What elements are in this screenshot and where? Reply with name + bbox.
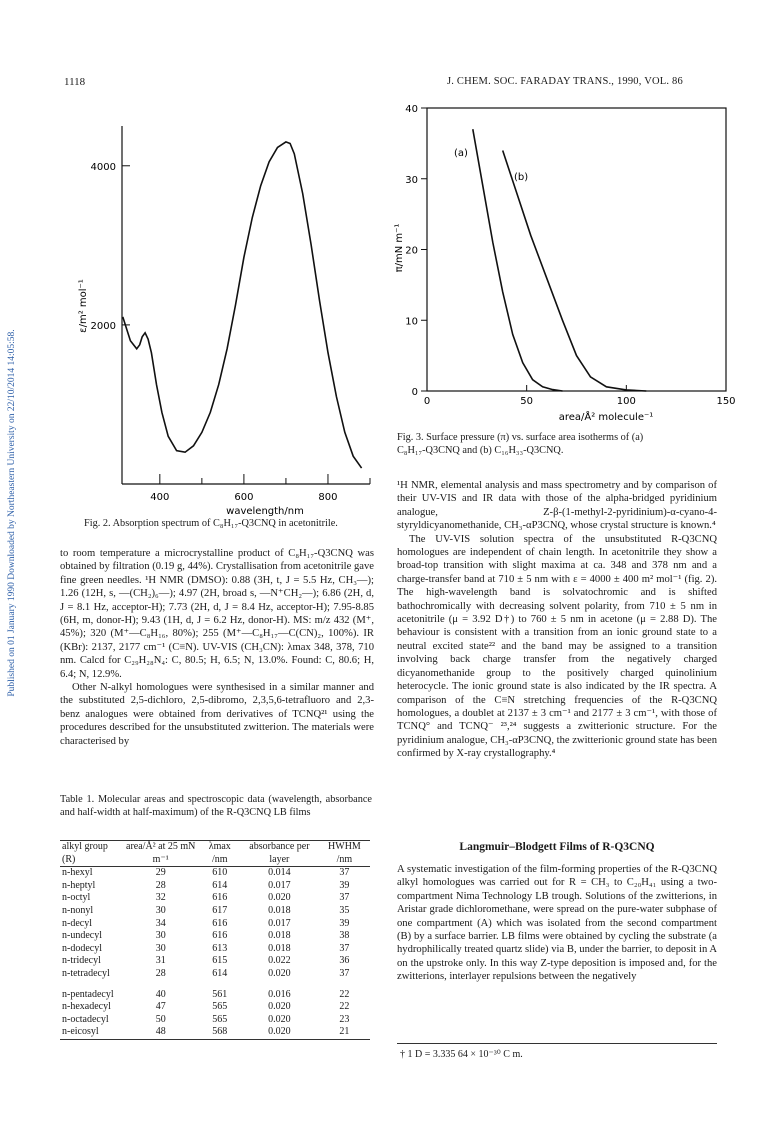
table-cell: 30: [155, 942, 166, 954]
left-column-text: [60, 547, 374, 748]
table-cell: 616: [212, 917, 228, 929]
table1-caption: Table 1. Molecular areas and spectroscopic data (wavelength, absorbance and half-width at half-maximum) of the R-Q3CNQ LB films: [60, 794, 372, 818]
table-cell: 21: [339, 1026, 350, 1038]
table-row: [60, 989, 370, 1002]
fig3-chart: [392, 98, 736, 428]
table-cell: 614: [212, 879, 228, 891]
table-row: [60, 1026, 370, 1039]
download-watermark: Published on 01 January 1990 Downloaded by Northeastern University on 22/10/2014 14:05:58.: [7, 329, 17, 697]
fig2-series-line: [123, 142, 362, 468]
fig3-caption-line1: Fig. 3. Surface pressure (π) vs. surface area isotherms of (a): [397, 432, 644, 443]
fig2-y-tick-label: 4000: [90, 161, 116, 173]
table1-header-absorbance: absorbance per layer: [249, 841, 310, 865]
table-cell: 568: [212, 1026, 228, 1038]
table-cell: 0.020: [268, 1013, 291, 1025]
table-cell: 40: [155, 988, 166, 1000]
fig2-ylabel: ε/m² mol⁻¹: [78, 279, 89, 333]
fig3-series-b-line: [503, 151, 647, 392]
table-cell: n-tridecyl: [62, 955, 101, 967]
table-cell: 0.017: [268, 879, 291, 891]
fig2-chart: [60, 96, 390, 521]
table-cell: 22: [339, 988, 350, 1000]
footnote: † 1 D = 3.335 64 × 10⁻³⁰ C m.: [400, 1049, 523, 1060]
table-cell: 561: [212, 988, 228, 1000]
table-row: [60, 943, 370, 956]
right-paragraph-3: A systematic investigation of the film-forming properties of the R-Q3CNQ alkyl homologues was carried out for R = CH₃ to C₂₀H₄₁ using a two-compartment Nima Technology LB trough. Solutions of the zwitterions, in Aristar grade dichloromethane, were spread on the pure-water subphase of one compartment (A) which was isolated from the second compartment (B) by a surface barrier. LB films were obtained by cycling the substrate (a hydrophilically treated quartz slide) via B, under the barrier, to deposit in A on the upstroke only. In this way Z-type deposition is imposed and, for the zwitterions, interlayer repulsions between the negatively: [397, 864, 717, 983]
table-cell: 0.022: [268, 955, 291, 967]
table-cell: n-eicosyl: [62, 1026, 99, 1038]
table-row: [60, 880, 370, 893]
right-paragraph-1: ¹H NMR, elemental analysis and mass spectrometry and by comparison of their UV-VIS and IR data with those of the alpha-bridged pyridinium analogue, Z-β-(1-methyl-2-pyridinium)-α-cyano-4-styryldicyanomethanide, CH₃-αP3CNQ, whose crystal structure is known.⁴: [397, 480, 717, 532]
right-paragraph-2: The UV-VIS solution spectra of the unsubstituted R-Q3CNQ homologues are independent of chain length. In acetonitrile they show a broad-top transition with slight maxima at ca. 348 and 378 nm and a charge-transfer band at 710 ± 5 nm with ε = 4000 ± 400 m² mol⁻¹ (fig. 2). The high-wavelength band is solvatochromic and is shifted bathochromically with decreasing solvent polarity, from 710 ± 5 nm in acetonitrile (μ = 3.92 D†) to 760 ± 5 nm in acetone (μ = 2.88 D). The behaviour is consistent with a transition from an ionic ground state to a neutral excited state²² and the band may be assigned to a transition involving back charge transfer from the negatively charged dicyanomethanide group to the positively charged quinolinium heterocycle. The ionic ground state is also indicated by the IR spectra. A comparison of the C≡N stretching frequencies of the R-Q3CNQ homologues, a doublet at 2137 ± 3 cm⁻¹ and 2177 ± 3 cm⁻¹, with those of TCNQ° and TCNQ⁻ ²³,²⁴ suggests a zwitterionic structure. For the pyridinium analogue, CH₃-αP3CNQ, the zwitterionic ground state has been confirmed by X-ray crystallography.⁴: [397, 533, 717, 760]
table-cell: 22: [339, 1001, 350, 1013]
table-row: [60, 930, 370, 943]
fig3-y-tick-label: 10: [405, 316, 418, 328]
table-cell: 0.020: [268, 1001, 291, 1013]
table-cell: 0.018: [268, 930, 291, 942]
fig3-xlabel: area/Å² molecule⁻¹: [558, 412, 654, 423]
table-cell: 614: [212, 967, 228, 979]
table-cell: 23: [339, 1013, 350, 1025]
table1-header-alkyl: alkyl group (R): [62, 841, 108, 865]
table-cell: 30: [155, 904, 166, 916]
fig2-xlabel: wavelength/nm: [226, 506, 304, 517]
fig3-caption: [397, 431, 715, 457]
table-cell: 616: [212, 930, 228, 942]
table1-header-lambda: λmax /nm: [208, 841, 231, 865]
fig3-series-a-line: [473, 129, 563, 391]
table1: [60, 840, 370, 1042]
table-cell: n-hexadecyl: [62, 1001, 111, 1013]
table-cell: n-tetradecyl: [62, 967, 110, 979]
table-cell: 613: [212, 942, 228, 954]
table-cell: n-dodecyl: [62, 942, 102, 954]
table-cell: 29: [155, 867, 166, 879]
fig3-axes: [427, 108, 726, 391]
table-cell: n-undecyl: [62, 930, 102, 942]
table-cell: 0.018: [268, 942, 291, 954]
table-cell: 36: [339, 955, 350, 967]
fig2-x-tick-label: 400: [150, 492, 170, 503]
table1-body-a: [60, 867, 370, 981]
table-cell: 32: [155, 892, 166, 904]
fig3-series-a-label: (a): [454, 148, 468, 159]
table-cell: 39: [339, 917, 350, 929]
fig3-ylabel: π/mN m⁻¹: [394, 223, 405, 273]
table-row: [60, 892, 370, 905]
fig2-y-tick-label: 2000: [90, 320, 116, 332]
table-cell: 39: [339, 879, 350, 891]
table-cell: 615: [212, 955, 228, 967]
table-cell: n-nonyl: [62, 904, 94, 916]
fig3-y-tick-label: 30: [405, 174, 418, 186]
table-row: [60, 918, 370, 931]
fig3-series-b-label: (b): [514, 172, 529, 183]
journal-header: J. CHEM. SOC. FARADAY TRANS., 1990, VOL. 86: [447, 76, 683, 87]
table-cell: 0.014: [268, 867, 291, 879]
table-cell: n-decyl: [62, 917, 92, 929]
table-row: [60, 905, 370, 918]
table-cell: n-octadecyl: [62, 1013, 109, 1025]
table-cell: 48: [155, 1026, 166, 1038]
fig3-caption-line2: C₈H₁₇-Q3CNQ and (b) C₁₆H₃₃-Q3CNQ.: [397, 445, 564, 456]
fig3-frame: [427, 108, 726, 391]
table-cell: 35: [339, 904, 350, 916]
table-cell: 0.020: [268, 1026, 291, 1038]
left-paragraph-1: to room temperature a microcrystalline product of C₈H₁₇-Q3CNQ was obtained by filtration (0.19 g, 44%). Crystallisation from acetonitrile gave fine green needles. ¹H NMR (DMSO): 0.88 (3H, t, J = 5.5 Hz, CH₃—); 1.26 (12H, s, —(CH₂)₆—); 4.97 (2H, broad s, —N⁺CH₂—); 6.86 (2H, d, J = 8.1 Hz, acceptor-H); 7.73 (2H, d, J = 8.4 Hz, acceptor-H); 7.95-8.85 (6H, m, donor-H); 9.43 (1H, d, J = 6.2 Hz, donor-H). MS: m/z 432 (M⁺, 45%); 320 (M⁺—C₈H₁₆, 80%); 255 (M⁺—C₈H₁₇—C(CN)₂, 100%). IR (KBr): 2137, 2177 cm⁻¹ (C≡N). UV-VIS (CH₃CN): λmax 348, 378, 710 nm. Calcd for C₂₉H₂₈N₄: C, 80.5; H, 6.5; N, 13.0%. Found: C, 80.6; H, 6.4; N, 12.9%.: [60, 548, 374, 680]
fig3-x-tick-label: 50: [520, 396, 534, 407]
left-paragraph-2: Other N-alkyl homologues were synthesised in a similar manner and the substituted 2,5-dichloro, 2,5-dibromo, 2,3,5,6-tetrafluoro and 2,3-benz analogues were obtained from derivatives of TCNQ²¹ using the procedures described for the unsubstituted zwitterion. The materials were characterised by: [60, 682, 374, 747]
table-row: [60, 1001, 370, 1014]
table-row: [60, 1014, 370, 1027]
fig3-x-tick-label: 100: [616, 396, 636, 407]
table1-header-area: area/Å² at 25 mN m⁻¹: [126, 841, 196, 865]
fig3-x-tick-label: 150: [716, 396, 736, 407]
table1-body-b: [60, 989, 370, 1040]
table-cell: 0.020: [268, 967, 291, 979]
page-number: 1118: [64, 76, 86, 88]
section-heading: Langmuir–Blodgett Films of R-Q3CNQ: [459, 841, 655, 853]
table-row: [60, 867, 370, 880]
table-cell: 565: [212, 1001, 228, 1013]
fig3-y-tick-label: 0: [411, 387, 418, 398]
fig3-x-tick-label: 0: [423, 396, 431, 407]
table-cell: 34: [155, 917, 166, 929]
right-column-text: [397, 479, 717, 761]
table-cell: 37: [339, 942, 350, 954]
table1-header-hwhm: HWHM /nm: [328, 841, 361, 865]
footnote-rule: [397, 1043, 717, 1044]
fig2-x-tick-label: 800: [318, 492, 338, 503]
table-cell: 30: [155, 930, 166, 942]
table-cell: 610: [212, 867, 228, 879]
table-cell: 38: [339, 930, 350, 942]
table-cell: 28: [155, 879, 166, 891]
table-cell: 37: [339, 967, 350, 979]
table-cell: 616: [212, 892, 228, 904]
table-cell: 37: [339, 892, 350, 904]
table-cell: 50: [155, 1013, 166, 1025]
table-cell: 37: [339, 867, 350, 879]
table-cell: 0.017: [268, 917, 291, 929]
table-cell: 617: [212, 904, 228, 916]
fig3-y-tick-label: 20: [405, 245, 418, 257]
fig2-axes: [122, 126, 370, 484]
table-row: [60, 955, 370, 968]
table-cell: 28: [155, 967, 166, 979]
table-cell: 31: [155, 955, 166, 967]
fig3-y-tick-label: 40: [405, 104, 418, 115]
table-cell: 565: [212, 1013, 228, 1025]
table-row: [60, 968, 370, 981]
table-cell: n-pentadecyl: [62, 988, 114, 1000]
table-cell: 0.016: [268, 988, 291, 1000]
table-cell: n-heptyl: [62, 879, 96, 891]
table-cell: n-octyl: [62, 892, 91, 904]
table-cell: n-hexyl: [62, 867, 93, 879]
right-column-text-2: [397, 863, 717, 984]
table-cell: 0.018: [268, 904, 291, 916]
fig2-x-tick-label: 600: [234, 492, 254, 503]
table-cell: 47: [155, 1001, 166, 1013]
fig2-caption: Fig. 2. Absorption spectrum of C₈H₁₇-Q3CNQ in acetonitrile.: [84, 518, 338, 529]
table-cell: 0.020: [268, 892, 291, 904]
